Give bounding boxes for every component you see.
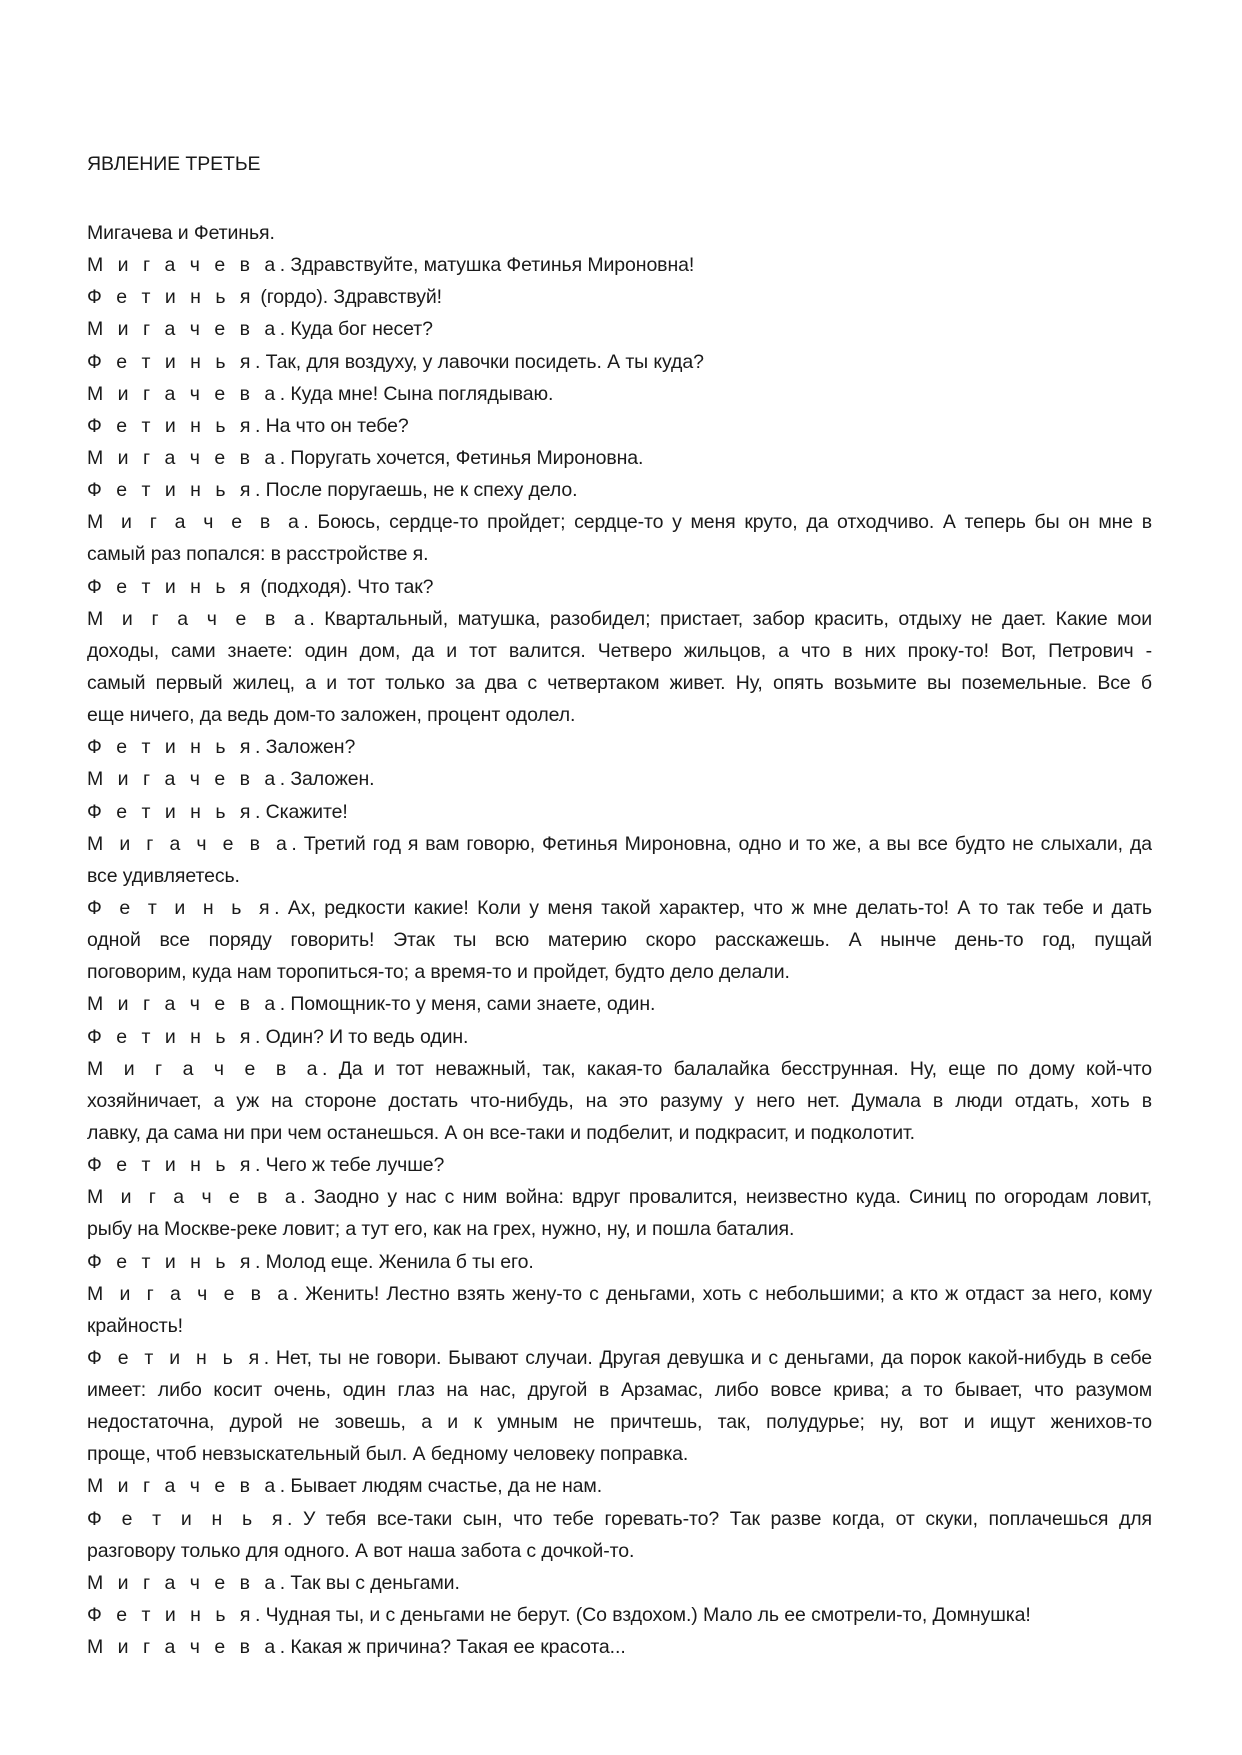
speaker-name: Ф е т и н ь я xyxy=(87,1250,255,1273)
line-text: Мигачева и Фетинья. xyxy=(87,222,275,244)
line-text: . Здравствуйте, матушка Фетинья Мироновна! xyxy=(279,254,695,277)
speaker-name: М и г а ч е в а xyxy=(87,318,280,341)
line-text: хозяйничает, а уж на стороне достать что-нибудь, на это разуму у него нет. Думала в люди отдать, хоть в xyxy=(87,1089,1152,1112)
line-text: все удивляетесь. xyxy=(87,864,240,887)
text-line xyxy=(87,1438,1152,1470)
text-line xyxy=(87,1631,1152,1663)
line-text: недостаточна, дурой не зовешь, а и к умным не причтешь, так, полудурье; ну, вот и ищут женихов-то xyxy=(87,1411,1152,1434)
line-text: . Заодно у нас с ним война: вдруг провалится, неизвестно куда. Синиц по огородам ловит, xyxy=(300,1186,1152,1209)
dialogue-body xyxy=(87,217,1152,1663)
line-text: . Заложен. xyxy=(279,768,375,791)
text-line xyxy=(87,313,1152,345)
speaker-name: Ф е т и н ь я xyxy=(87,1154,255,1177)
text-line xyxy=(87,506,1152,538)
text-line xyxy=(87,924,1152,956)
line-text: рыбу на Москве-реке ловит; а тут его, как на грех, нужно, ну, и пошла баталия. xyxy=(87,1218,795,1241)
line-text: еще ничего, да ведь дом-то заложен, процент одолел. xyxy=(87,704,576,727)
text-line xyxy=(87,378,1152,410)
speaker-name: М и г а ч е в а xyxy=(87,254,280,277)
text-line xyxy=(87,1470,1152,1502)
line-text: . Так вы с деньгами. xyxy=(279,1571,460,1594)
speaker-name: М и г а ч е в а xyxy=(87,768,280,791)
speaker-name: Ф е т и н ь я xyxy=(87,479,255,502)
text-line xyxy=(87,796,1152,828)
speaker-name: Ф е т и н ь я xyxy=(87,350,255,373)
line-text: . Так, для воздуху, у лавочки посидеть. А ты куда? xyxy=(255,350,704,373)
line-text: . Боюсь, сердце-то пройдет; сердце-то у меня круто, да отходчиво. А теперь бы он мне в xyxy=(303,511,1152,534)
line-text: имеет: либо косит очень, один глаз на нас, другой в Арзамас, либо вовсе крива; а то бывает, что разумом xyxy=(87,1379,1152,1402)
speaker-name: Ф е т и н ь я xyxy=(87,896,275,919)
text-line xyxy=(87,410,1152,442)
speaker-name: М и г а ч е в а xyxy=(87,1571,280,1594)
text-line xyxy=(87,1310,1152,1342)
line-text: лавку, да сама ни при чем останешься. А он все-таки и подбелит, и подкрасит, и подколотит. xyxy=(87,1121,915,1144)
text-line xyxy=(87,635,1152,667)
line-text: . Поругать хочется, Фетинья Мироновна. xyxy=(279,446,644,469)
text-line xyxy=(87,1535,1152,1567)
speaker-name: Ф е т и н ь я xyxy=(87,575,255,598)
text-line xyxy=(87,538,1152,570)
line-text: разговору только для одного. А вот наша забота с дочкой-то. xyxy=(87,1539,635,1562)
speaker-name: М и г а ч е в а xyxy=(87,511,304,534)
text-line xyxy=(87,1599,1152,1631)
text-line xyxy=(87,1342,1152,1374)
text-line xyxy=(87,571,1152,603)
speaker-name: М и г а ч е в а xyxy=(87,993,280,1016)
line-text: одной все поряду говорить! Этак ты всю материю скоро расскажешь. А нынче день-то год, пущай xyxy=(87,929,1152,952)
line-text: . Куда мне! Сына поглядываю. xyxy=(279,382,554,405)
text-line xyxy=(87,892,1152,924)
text-line xyxy=(87,249,1152,281)
speaker-name: М и г а ч е в а xyxy=(87,1475,280,1498)
text-line xyxy=(87,763,1152,795)
line-text: (гордо). Здравствуй! xyxy=(255,286,442,309)
line-text: проще, чтоб невзыскательный был. А бедному человеку поправка. xyxy=(87,1443,689,1466)
speaker-name: М и г а ч е в а xyxy=(87,1057,323,1080)
speaker-name: Ф е т и н ь я xyxy=(87,1507,288,1530)
speaker-name: М и г а ч е в а xyxy=(87,1282,293,1305)
text-line xyxy=(87,1021,1152,1053)
text-line xyxy=(87,1213,1152,1245)
speaker-name: Ф е т и н ь я xyxy=(87,1604,255,1627)
line-text: . Женить! Лестно взять жену-то с деньгами, хоть с небольшими; а кто ж отдаст за него, кому xyxy=(292,1282,1152,1305)
line-text: . Нет, ты не говори. Бывают случаи. Другая девушка и с деньгами, да порок какой-нибудь в себе xyxy=(263,1346,1152,1369)
line-text: . У тебя все-таки сын, что тебе горевать-то? Так разве когда, от скуки, поплачешься для xyxy=(287,1507,1152,1530)
text-line xyxy=(87,474,1152,506)
speaker-name: М и г а ч е в а xyxy=(87,1186,301,1209)
text-line xyxy=(87,1406,1152,1438)
line-text: крайность! xyxy=(87,1314,183,1337)
speaker-name: Ф е т и н ь я xyxy=(87,800,255,823)
text-line xyxy=(87,217,1152,249)
text-line xyxy=(87,1246,1152,1278)
text-line xyxy=(87,828,1152,860)
text-line xyxy=(87,956,1152,988)
line-text: поговорим, куда нам торопиться-то; а время-то и пройдет, будто дело делали. xyxy=(87,961,790,984)
line-text: . Заложен? xyxy=(255,736,356,759)
line-text: . Какая ж причина? Такая ее красота... xyxy=(279,1636,626,1659)
line-text: . Чудная ты, и с деньгами не берут. (Со вздохом.) Мало ль ее смотрели-то, Домнушка! xyxy=(255,1604,1031,1627)
speaker-name: Ф е т и н ь я xyxy=(87,1025,255,1048)
text-line xyxy=(87,1117,1152,1149)
line-text: . Квартальный, матушка, разобидел; пристает, забор красить, отдыху не дает. Какие мои xyxy=(309,607,1152,630)
text-line xyxy=(87,1085,1152,1117)
speaker-name: Ф е т и н ь я xyxy=(87,414,255,437)
speaker-name: Ф е т и н ь я xyxy=(87,286,255,309)
scene-heading: ЯВЛЕНИЕ ТРЕТЬЕ xyxy=(87,153,261,175)
text-line xyxy=(87,346,1152,378)
speaker-name: Ф е т и н ь я xyxy=(87,736,255,759)
speaker-name: М и г а ч е в а xyxy=(87,607,310,630)
text-line xyxy=(87,1503,1152,1535)
text-line xyxy=(87,667,1152,699)
speaker-name: М и г а ч е в а xyxy=(87,1636,280,1659)
text-line xyxy=(87,988,1152,1020)
line-text: самый раз попался: в расстройстве я. xyxy=(87,543,429,566)
line-text: . После поругаешь, не к спеху дело. xyxy=(255,479,578,502)
line-text: . Да и тот неважный, так, какая-то балалайка бесструнная. Ну, еще по дому кой-что xyxy=(322,1057,1152,1080)
line-text: . Ах, редкости какие! Коли у меня такой характер, что ж мне делать-то! А то так тебе и дать xyxy=(274,896,1152,919)
text-line xyxy=(87,603,1152,635)
text-line xyxy=(87,1567,1152,1599)
line-text: . Куда бог несет? xyxy=(279,318,433,341)
line-text: самый первый жилец, а и тот только за два с четвертаком живет. Ну, опять возьмите вы поземельные. Все б xyxy=(87,671,1152,694)
line-text: доходы, сами знаете: один дом, да и тот валится. Четверо жильцов, а что в них проку-то! Вот, Петрович - xyxy=(87,639,1152,662)
text-line xyxy=(87,1278,1152,1310)
text-line xyxy=(87,699,1152,731)
text-line xyxy=(87,1374,1152,1406)
speaker-name: М и г а ч е в а xyxy=(87,832,292,855)
line-text: . Один? И то ведь один. xyxy=(255,1025,469,1048)
text-line xyxy=(87,281,1152,313)
text-line xyxy=(87,1053,1152,1085)
text-line xyxy=(87,1181,1152,1213)
speaker-name: М и г а ч е в а xyxy=(87,446,280,469)
text-line xyxy=(87,731,1152,763)
line-text: (подходя). Что так? xyxy=(255,575,434,598)
text-line xyxy=(87,1149,1152,1181)
line-text: . Третий год я вам говорю, Фетинья Мироновна, одно и то же, а вы все будто не слыхали, да xyxy=(291,832,1152,855)
line-text: . Молод еще. Женила б ты его. xyxy=(255,1250,534,1273)
speaker-name: Ф е т и н ь я xyxy=(87,1346,264,1369)
line-text: . Чего ж тебе лучше? xyxy=(255,1154,445,1177)
line-text: . На что он тебе? xyxy=(255,414,409,437)
line-text: . Бывает людям счастье, да не нам. xyxy=(279,1475,603,1498)
text-line xyxy=(87,860,1152,892)
text-line xyxy=(87,442,1152,474)
line-text: . Помощник-то у меня, сами знаете, один. xyxy=(279,993,656,1016)
line-text: . Скажите! xyxy=(255,800,348,823)
speaker-name: М и г а ч е в а xyxy=(87,382,280,405)
